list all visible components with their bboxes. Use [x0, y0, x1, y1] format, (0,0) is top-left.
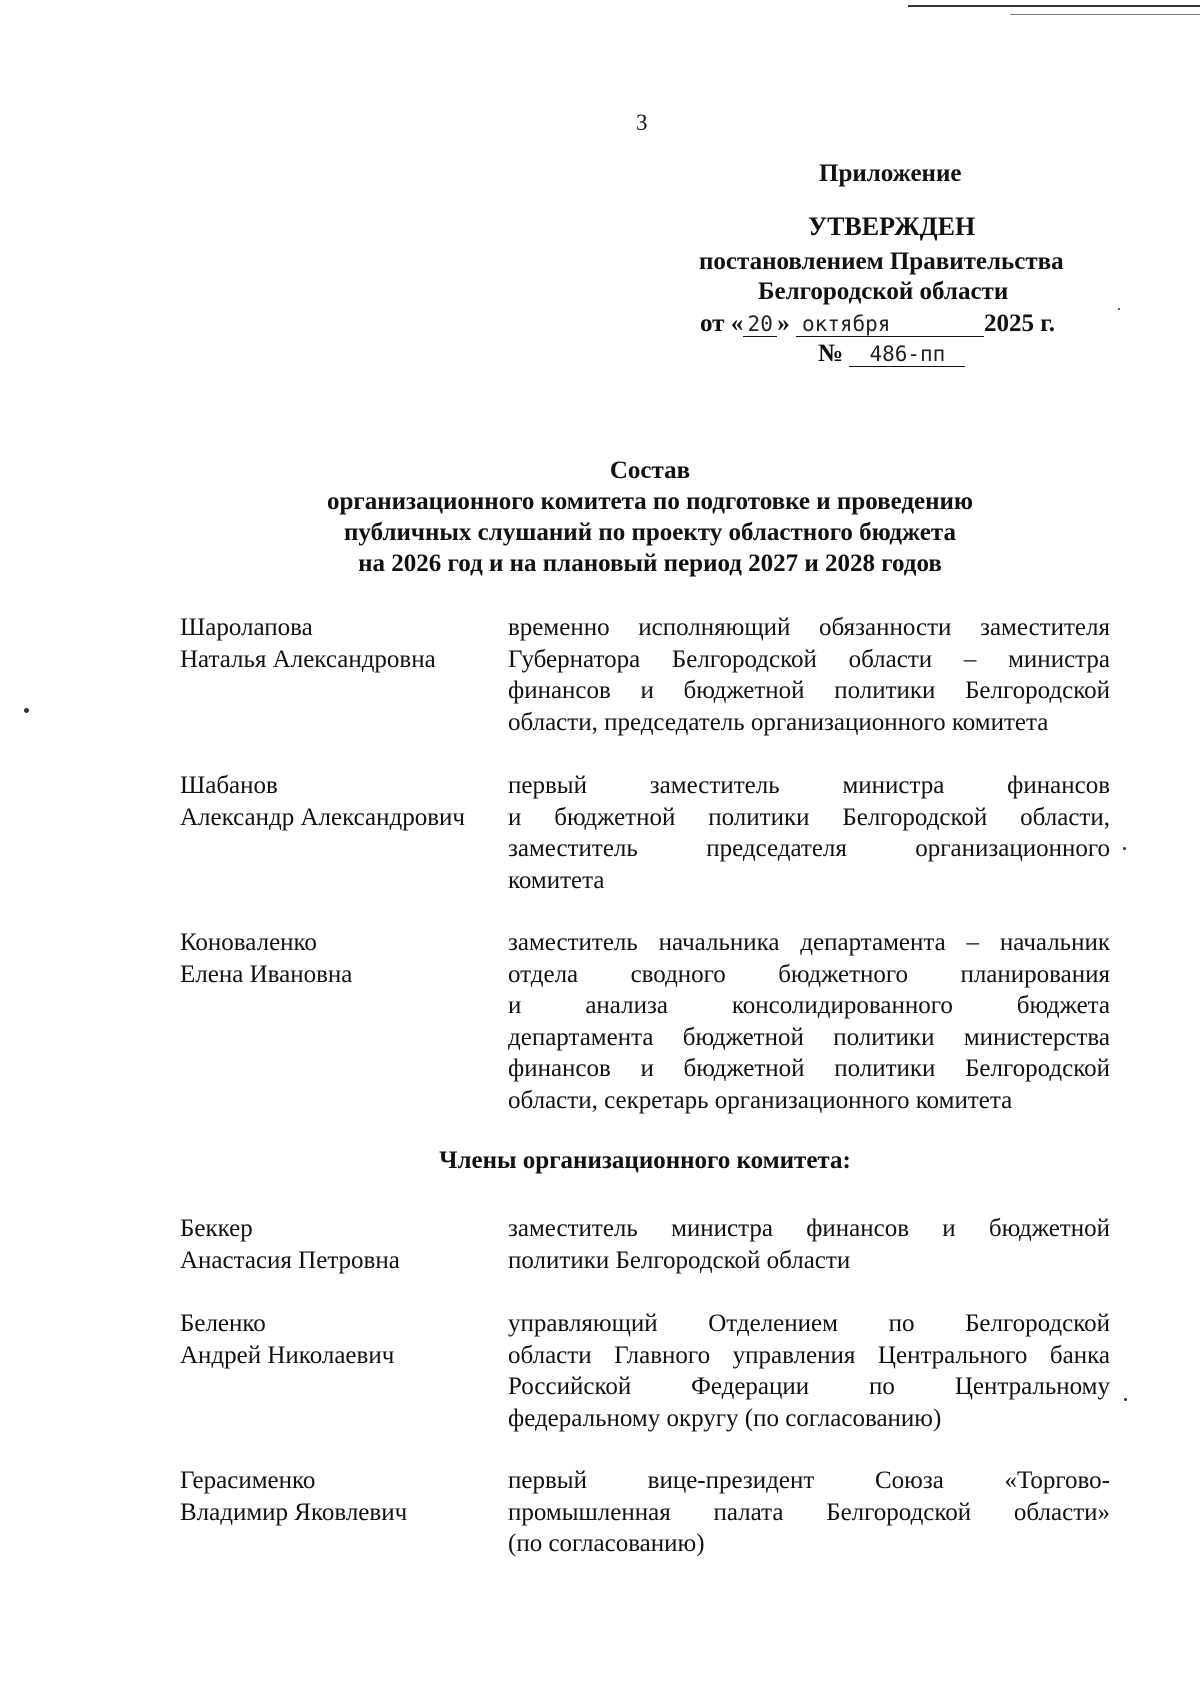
role-line: политики Белгородской области [508, 1246, 851, 1274]
heading-title: Состав [609, 457, 691, 484]
role-line: промышленная палата Белгородской области» [508, 1498, 1110, 1526]
role-line: первый вице-президент Союза «Торгово- [508, 1467, 1110, 1494]
surname: Коноваленко [180, 929, 317, 956]
region-label: Белгородской области [758, 278, 1009, 305]
role-line: области, председатель организационного комитета [508, 708, 1049, 736]
person-name [180, 1308, 490, 1371]
person-name [180, 770, 490, 833]
role-line: отдела сводного бюджетного планирования [508, 960, 1110, 988]
given-names: Александр Александрович [180, 803, 465, 831]
date-day: 20 [743, 312, 777, 337]
role-line: финансов и бюджетной политики Белгородской [508, 1055, 1110, 1082]
resolution-date [700, 310, 1055, 338]
scan-speck [1118, 308, 1120, 310]
given-names: Елена Ивановна [180, 960, 353, 988]
person-role [508, 612, 1110, 738]
surname: Шабанов [180, 772, 278, 799]
document-heading [190, 455, 1110, 579]
scan-speck [1123, 847, 1126, 850]
person-name [180, 927, 490, 990]
appendix-label: Приложение [819, 160, 962, 187]
scan-top-rule-thin [1010, 14, 1200, 15]
date-mid: » [777, 310, 790, 337]
date-month: октября [796, 312, 984, 337]
heading-line-2: публичных слушаний по проекту областного бюджета [344, 519, 956, 546]
role-line: и анализа консолидированного бюджета [508, 992, 1110, 1019]
page-number: 3 [636, 110, 648, 135]
surname: Беленко [180, 1310, 266, 1337]
number-label: № [818, 340, 844, 367]
role-line: временно исполняющий обязанности заместителя [508, 614, 1110, 641]
heading-line-3: на 2026 год и на плановый период 2027 и 2028 годов [358, 550, 942, 577]
surname: Беккер [180, 1215, 253, 1242]
date-prefix: от « [700, 310, 744, 337]
role-line: заместитель начальника департамента – начальник [508, 929, 1110, 956]
role-line: департамента бюджетной политики министерства [508, 1023, 1110, 1051]
person-name [180, 1213, 490, 1276]
person-name [180, 1465, 490, 1528]
resolution-label: постановлением Правительства [699, 248, 1064, 275]
scan-top-rule [908, 5, 1200, 7]
role-line: финансов и бюджетной политики Белгородской [508, 677, 1110, 704]
approved-label: УТВЕРЖДЕН [808, 212, 976, 241]
role-line: первый заместитель министра финансов [508, 772, 1110, 799]
person-role [508, 927, 1110, 1116]
number-value: 486-пп [849, 342, 965, 367]
person-role [508, 770, 1110, 896]
role-line: управляющий Отделением по Белгородской [508, 1310, 1110, 1337]
scan-speck [24, 708, 29, 713]
role-line: заместитель председателя организационного [508, 835, 1110, 862]
given-names: Владимир Яковлевич [180, 1498, 408, 1526]
date-year: 2025 г. [983, 310, 1055, 337]
person-name [180, 612, 490, 675]
given-names: Наталья Александровна [180, 645, 436, 673]
given-names: Анастасия Петровна [180, 1246, 400, 1274]
person-role [508, 1308, 1110, 1434]
given-names: Андрей Николаевич [180, 1341, 395, 1369]
role-line: Российской Федерации по Центральному [508, 1373, 1110, 1400]
scan-speck [1124, 1398, 1127, 1401]
role-line: (по согласованию) [508, 1530, 705, 1557]
heading-line-1: организационного комитета по подготовке и проведению [326, 488, 974, 515]
surname: Герасименко [180, 1467, 316, 1494]
role-line: комитета [508, 866, 605, 894]
role-line: области Главного управления Центрального банка [508, 1341, 1110, 1369]
role-line: Губернатора Белгородской области – министра [508, 645, 1110, 673]
surname: Шаролапова [180, 614, 313, 641]
person-role [508, 1465, 1110, 1560]
role-line: федеральному округу (по согласованию) [508, 1404, 942, 1432]
role-line: области, секретарь организационного комитета [508, 1086, 1013, 1114]
members-heading: Члены организационного комитета: [439, 1147, 851, 1174]
role-line: заместитель министра финансов и бюджетной [508, 1215, 1110, 1242]
resolution-number [818, 340, 965, 368]
person-role [508, 1213, 1110, 1276]
role-line: и бюджетной политики Белгородской области, [508, 803, 1110, 831]
